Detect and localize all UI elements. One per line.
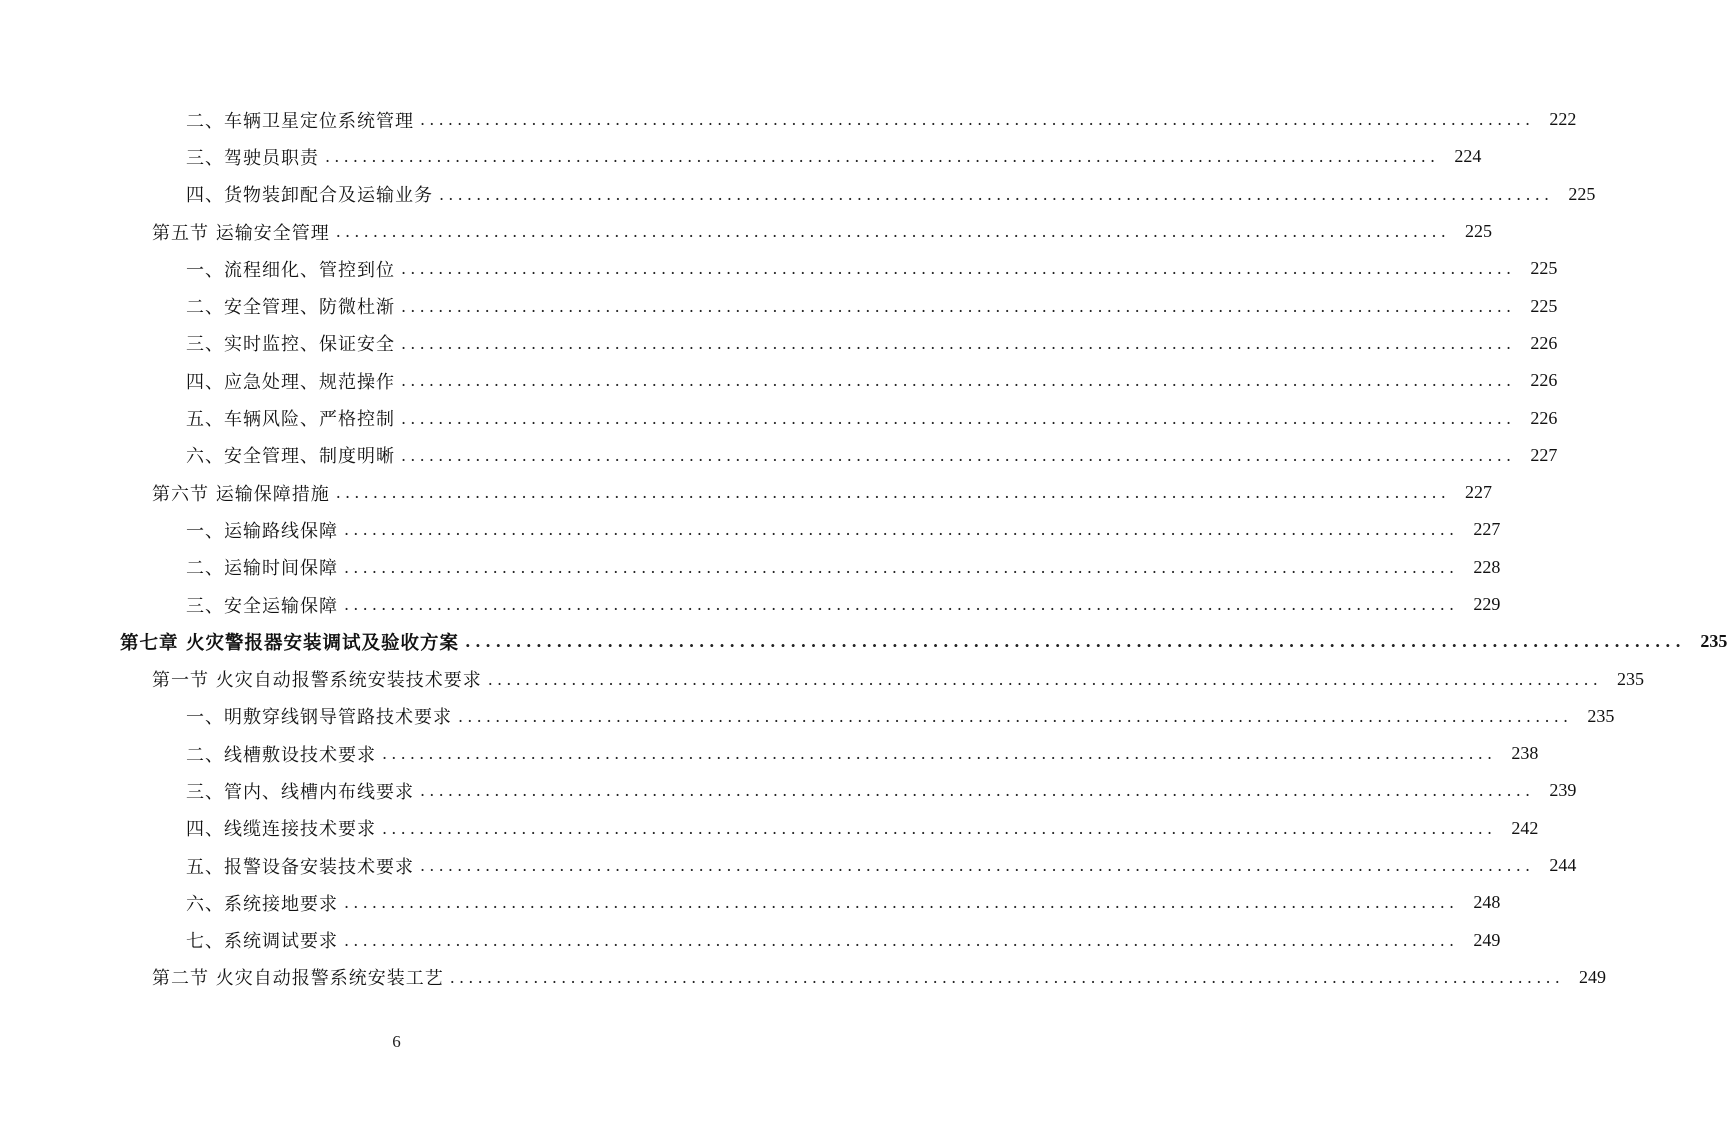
- toc-entry-title: 三、实时监控、保证安全: [186, 334, 395, 356]
- toc-leader-dots: ........................................................................................................................: [464, 632, 1686, 652]
- toc-entry-page: 235: [1700, 631, 1727, 652]
- page-number: 6: [392, 1032, 401, 1051]
- toc-entry-title: 五、报警设备安装技术要求: [186, 856, 414, 878]
- toc-entry-page: 225: [1465, 221, 1493, 242]
- toc-entry-title: 二、安全管理、防微杜渐: [186, 297, 395, 319]
- toc-leader-dots: ........................................................................................................................: [420, 110, 1535, 130]
- toc-entry-page: 244: [1549, 855, 1577, 876]
- toc-leader-dots: ........................................................................................................................: [401, 408, 1516, 428]
- toc-leader-dots: ........................................................................................................................: [458, 706, 1573, 726]
- toc-entry-page: 227: [1530, 444, 1558, 465]
- toc-entry-title: 三、驾驶员职责: [186, 147, 319, 169]
- toc-entry-title: 四、线缆连接技术要求: [186, 819, 376, 841]
- toc-entry[interactable]: [0, 138, 1482, 175]
- toc-entry-title: 第二节 火灾自动报警系统安装工艺: [152, 968, 444, 990]
- toc-leader-dots: ........................................................................................................................: [439, 184, 1554, 204]
- toc-entry[interactable]: [0, 660, 1645, 697]
- toc-leader-dots: ........................................................................................................................: [335, 222, 1451, 242]
- toc-entry-page: 248: [1473, 892, 1501, 913]
- toc-leader-dots: ........................................................................................................................: [325, 147, 1440, 167]
- toc-leader-dots: ........................................................................................................................: [344, 520, 1459, 540]
- toc-entry[interactable]: [0, 511, 1501, 548]
- toc-entry-page: 242: [1511, 817, 1539, 838]
- toc-entry-title: 第一节 火灾自动报警系统安装技术要求: [152, 670, 482, 692]
- toc-entry-title: 六、安全管理、制度明晰: [186, 446, 395, 468]
- toc-leader-dots: ........................................................................................................................: [401, 333, 1516, 353]
- toc-entry-title: 二、车辆卫星定位系统管理: [186, 110, 414, 132]
- toc-entry-page: 225: [1568, 183, 1596, 204]
- toc-entry-page: 225: [1530, 258, 1558, 279]
- toc-entry-page: 238: [1511, 743, 1539, 764]
- toc-leader-dots: ........................................................................................................................: [382, 744, 1497, 764]
- toc-entry-title: 二、线槽敷设技术要求: [186, 744, 376, 766]
- toc-entry-page: 226: [1530, 407, 1558, 428]
- toc-entry-page: 222: [1549, 109, 1577, 130]
- toc-entry-page: 226: [1530, 370, 1558, 391]
- toc-leader-dots: ........................................................................................................................: [487, 669, 1603, 689]
- toc-leader-dots: ........................................................................................................................: [335, 483, 1451, 503]
- toc-entry-page: 239: [1549, 780, 1577, 801]
- toc-entry-title: 四、货物装卸配合及运输业务: [186, 185, 433, 207]
- toc-entry[interactable]: [0, 922, 1501, 959]
- toc-leader-dots: ........................................................................................................................: [420, 781, 1535, 801]
- toc-entry[interactable]: [0, 176, 1596, 213]
- toc-entry-title: 五、车辆风险、严格控制: [186, 409, 395, 431]
- toc-leader-dots: ........................................................................................................................: [344, 557, 1459, 577]
- toc-entry[interactable]: [0, 549, 1501, 586]
- toc-entry-title: 六、系统接地要求: [186, 893, 338, 915]
- toc-entry-title: 第六节 运输保障措施: [152, 483, 330, 505]
- toc-leader-dots: ........................................................................................................................: [401, 259, 1516, 279]
- toc-entry-title: 三、管内、线槽内布线要求: [186, 781, 414, 803]
- toc-entry[interactable]: [0, 959, 1607, 996]
- toc-leader-dots: ........................................................................................................................: [420, 856, 1535, 876]
- toc-entry-title: 二、运输时间保障: [186, 558, 338, 580]
- toc-entry-title: 第七章 火灾警报器安装调试及验收方案: [120, 632, 459, 654]
- toc-entry-page: 228: [1473, 556, 1501, 577]
- toc-entry-page: 235: [1617, 668, 1645, 689]
- toc-entry-title: 四、应急处理、规范操作: [186, 371, 395, 393]
- toc-entry[interactable]: [0, 250, 1558, 287]
- toc-entry[interactable]: [0, 437, 1558, 474]
- toc-entry-page: 229: [1473, 594, 1501, 614]
- toc-entry-page: 225: [1530, 295, 1558, 316]
- toc-leader-dots: ........................................................................................................................: [401, 296, 1516, 316]
- toc-entry-page: 235: [1587, 705, 1615, 726]
- toc-entry-title: 七、系统调试要求: [186, 931, 338, 953]
- toc-leader-dots: ........................................................................................................................: [344, 930, 1459, 950]
- toc-entry[interactable]: [0, 287, 1558, 324]
- toc-leader-dots: ........................................................................................................................: [382, 818, 1497, 838]
- toc-entry-page: 227: [1473, 519, 1501, 540]
- toc-entry-page: 224: [1454, 146, 1482, 167]
- toc-entry[interactable]: [0, 213, 1493, 250]
- toc-leader-dots: ........................................................................................................................: [401, 371, 1516, 391]
- toc-entry-title: 第五节 运输安全管理: [152, 222, 330, 244]
- toc-entry[interactable]: [0, 362, 1558, 399]
- toc-entry-title: 一、运输路线保障: [186, 520, 338, 542]
- toc-entry-page: 249: [1473, 929, 1501, 950]
- toc-entry-title: 一、流程细化、管控到位: [186, 259, 395, 281]
- toc-leader-dots: ........................................................................................................................: [449, 967, 1565, 987]
- toc-entry-title: 三、安全运输保障: [186, 595, 338, 617]
- toc-entry[interactable]: [0, 325, 1558, 362]
- toc-entry[interactable]: [0, 772, 1577, 809]
- toc-entry[interactable]: [0, 847, 1577, 884]
- table-of-contents: [0, 101, 1727, 996]
- toc-entry[interactable]: [0, 101, 1577, 138]
- toc-entry[interactable]: [0, 735, 1539, 772]
- toc-entry[interactable]: [0, 399, 1558, 436]
- toc-entry[interactable]: [0, 884, 1501, 921]
- toc-entry-page: 226: [1530, 332, 1558, 353]
- toc-entry-page: 227: [1465, 482, 1493, 503]
- toc-leader-dots: ........................................................................................................................: [401, 445, 1516, 465]
- toc-entry[interactable]: [0, 698, 1615, 735]
- toc-entry[interactable]: [0, 623, 1727, 660]
- toc-leader-dots: ........................................................................................................................: [344, 893, 1459, 913]
- toc-entry[interactable]: [0, 586, 1501, 623]
- toc-leader-dots: ........................................................................................................................: [344, 595, 1459, 614]
- toc-entry[interactable]: [0, 810, 1539, 847]
- toc-entry-page: 249: [1579, 966, 1607, 987]
- toc-entry-title: 一、明敷穿线钢导管路技术要求: [186, 707, 452, 729]
- toc-entry[interactable]: [0, 474, 1493, 511]
